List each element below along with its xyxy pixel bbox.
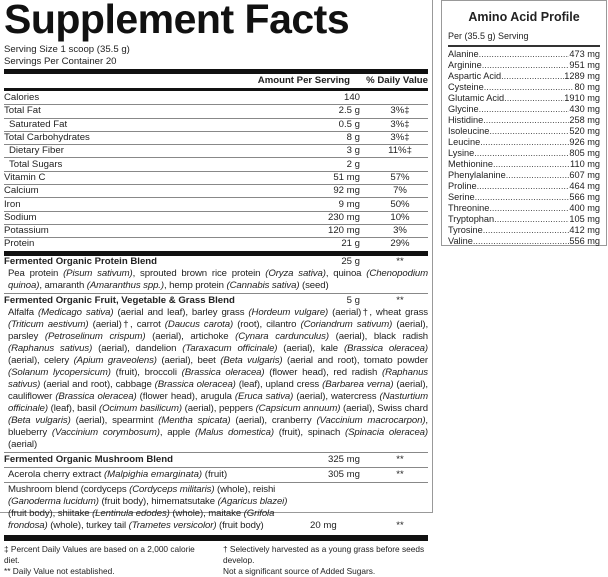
nutrient-amount: 0.5 g xyxy=(338,118,360,130)
nutrient-row xyxy=(4,131,428,144)
dot-leader xyxy=(504,93,564,104)
latin-name: (Chenopodium quinoa) xyxy=(8,267,428,291)
dot-leader xyxy=(482,60,570,71)
nutrient-dv: 10% xyxy=(390,211,410,223)
nutrient-row xyxy=(4,104,428,117)
latin-name: (Beta vulgaris) xyxy=(8,414,71,426)
amino-name: Serine xyxy=(448,192,475,202)
latin-name: (Capsicum annuum) xyxy=(255,402,341,414)
latin-name: (Ganoderma lucidum) xyxy=(8,495,99,507)
nutrient-amount: 9 mg xyxy=(338,198,360,210)
nutrient-name: Dietary Fiber xyxy=(9,145,64,157)
amino-row xyxy=(448,137,600,148)
amino-name: Phenylalanine xyxy=(448,170,506,180)
latin-name: (Ocimum basilicum) xyxy=(98,402,183,414)
latin-name: (Cannabis sativa) xyxy=(226,279,300,291)
servings-per-container: Servings Per Container 20 xyxy=(4,55,117,67)
latin-name: (Trametes versicolor) xyxy=(128,519,217,531)
amino-name: Methionine xyxy=(448,159,493,169)
nutrient-name: Calories xyxy=(4,91,40,103)
nutrient-name: Potassium xyxy=(4,225,49,237)
amino-row xyxy=(448,148,600,159)
amino-value: 80 mg xyxy=(574,82,600,92)
nutrient-row xyxy=(4,237,428,250)
blend-amount: 5 g xyxy=(346,294,360,306)
ingredient-text: Alfalfa xyxy=(8,306,38,318)
amount-header: Amount Per Serving xyxy=(257,75,350,86)
ingredient-text: (aerial), dandelion xyxy=(92,342,183,354)
latin-name: (Malus domestica) xyxy=(195,426,274,438)
ingredient-text: (whole), turkey tail xyxy=(47,519,129,531)
nutrient-row xyxy=(4,171,428,184)
ingredient-text: , amaranth xyxy=(39,279,87,291)
blend-name xyxy=(4,454,280,466)
amino-row xyxy=(448,71,600,82)
latin-name: (Petroselinum crispum) xyxy=(44,330,146,342)
dot-leader xyxy=(506,170,570,181)
footnote: ‡ Percent Daily Values are based on a 2,000 calorie diet. xyxy=(4,543,195,565)
dot-leader xyxy=(473,236,569,247)
dot-leader xyxy=(489,126,569,137)
amino-value: 430 mg xyxy=(569,104,600,114)
panel-title: Supplement Facts xyxy=(4,0,350,42)
amino-row xyxy=(448,159,600,170)
nutrient-dv: 3% xyxy=(393,225,407,237)
nutrient-name: Protein xyxy=(4,238,35,250)
nutrient-dv: 7% xyxy=(393,185,407,197)
amino-name: Histidine xyxy=(448,115,484,125)
nutrient-name: Vitamin C xyxy=(4,171,46,183)
dot-leader xyxy=(494,214,569,225)
ingredient-text: (fruit body), shiitake xyxy=(8,507,93,519)
dot-leader xyxy=(479,104,570,115)
nutrient-amount: 92 mg xyxy=(333,185,360,197)
nutrient-name: Total Carbohydrates xyxy=(4,132,90,144)
ingredient-text: (aerial), cranberry xyxy=(230,414,317,426)
dot-leader xyxy=(501,71,564,82)
ingredient-text: (seed) xyxy=(299,279,329,291)
amino-value: 464 mg xyxy=(569,181,600,191)
nutrient-amount: 3 g xyxy=(346,145,360,157)
ingredient-text: , sprouted brown rice protein xyxy=(132,267,266,279)
amino-value: 258 mg xyxy=(569,115,600,125)
amino-value: 110 mg xyxy=(570,159,600,169)
blend-amount: 20 mg xyxy=(310,519,337,531)
dot-leader xyxy=(489,203,569,214)
ingredient-text: (leaf), basil xyxy=(47,402,99,414)
blend-name-text: Acerola cherry extract xyxy=(8,468,102,480)
amino-row xyxy=(448,60,600,71)
nutrient-amount: 21 g xyxy=(341,238,360,250)
ingredient-text: (aerial), kale xyxy=(277,342,344,354)
amino-value: 556 mg xyxy=(569,236,600,246)
serving-size: Serving Size 1 scoop (35.5 g) xyxy=(4,44,130,55)
ingredient-text: (aerial), cauliflower xyxy=(8,378,429,402)
nutrient-dv: 3%‡ xyxy=(390,132,410,144)
ingredient-text: (leaf), upland cress xyxy=(235,378,323,390)
ingredient-text: , blueberry xyxy=(8,414,428,438)
nutrient-name: Total Sugars xyxy=(9,158,63,170)
latin-name: (Mentha spicata) xyxy=(158,414,231,426)
blend-description xyxy=(4,484,302,532)
nutrient-name: Total Fat xyxy=(4,105,41,117)
amino-name: Tryptophan xyxy=(448,214,495,224)
blend-amount: 305 mg xyxy=(328,468,360,480)
latin-name: (Taraxacum officinale) xyxy=(182,342,278,354)
blend-description xyxy=(4,268,428,292)
amino-row xyxy=(448,82,600,93)
amino-name: Arginine xyxy=(448,60,482,70)
amino-name: Isoleucine xyxy=(448,126,490,136)
latin-name: (Cordyceps militaris) xyxy=(129,483,215,495)
amino-name: Proline xyxy=(448,181,477,191)
ingredient-text: (aerial and leaf), barley grass xyxy=(113,306,249,318)
blend-dv: ** xyxy=(396,519,404,531)
ingredient-text: (aerial and root), tomato powder xyxy=(282,354,428,366)
blend-amount: 25 g xyxy=(341,255,360,267)
amino-row xyxy=(448,192,600,203)
nutrient-amount: 120 mg xyxy=(328,225,360,237)
blend-header xyxy=(4,484,428,532)
amino-name: Threonine xyxy=(448,203,490,213)
latin-name: (Brassica oleracea) xyxy=(181,366,265,378)
ingredient-text: (fruit), broccoli xyxy=(110,366,182,378)
amino-value: 473 mg xyxy=(569,49,600,59)
dot-leader xyxy=(493,159,570,170)
blend-dv: ** xyxy=(396,255,404,267)
blend-item xyxy=(4,255,428,293)
footnote: Not a significant source of Added Sugars. xyxy=(223,565,376,576)
amino-value: 1910 mg xyxy=(564,93,600,103)
dv-header: % Daily Value xyxy=(366,75,428,86)
nutrient-table xyxy=(4,91,428,251)
ingredient-text: (aerial), celery xyxy=(8,354,74,366)
latin-name: (Eruca sativa) xyxy=(234,390,294,402)
dot-leader xyxy=(483,225,570,236)
amino-name: Glycine xyxy=(448,104,479,114)
blend-name xyxy=(4,484,310,532)
latin-name: (Medicago sativa) xyxy=(37,306,114,318)
ingredient-text: , apple xyxy=(159,426,196,438)
amino-value: 607 mg xyxy=(569,170,600,180)
ingredient-text: (flower head), arugula xyxy=(136,390,235,402)
amino-row xyxy=(448,49,600,60)
nutrient-name: Iron xyxy=(4,198,21,210)
latin-name: (Raphanus sativus) xyxy=(8,366,429,390)
latin-name: (Grifola frondosa) xyxy=(8,507,275,531)
ingredient-text: (root), cilantro xyxy=(233,318,301,330)
footnote: ** Daily Value not established. xyxy=(4,565,115,576)
ingredient-text: (aerial), parsley xyxy=(8,318,429,342)
amino-row xyxy=(448,170,600,181)
latin-name: (Apium graveolens) xyxy=(73,354,157,366)
amino-list xyxy=(448,49,600,247)
latin-name: (Brassica oleracea) xyxy=(154,378,236,390)
amino-acid-profile xyxy=(441,0,607,246)
blend-item xyxy=(4,293,428,452)
amino-row xyxy=(448,225,600,236)
nutrient-dv: 50% xyxy=(390,198,410,210)
latin-name: (Hordeum vulgare) xyxy=(248,306,329,318)
latin-name: (Raphanus sativus) xyxy=(8,342,93,354)
nutrient-dv: 57% xyxy=(390,171,410,183)
blend-name xyxy=(4,256,280,268)
latin-name: (Amaranthus spp.) xyxy=(86,279,164,291)
ingredient-text: (aerial)†, carrot xyxy=(88,318,165,330)
amino-value: 400 mg xyxy=(569,203,600,213)
ingredient-text: Pea protein xyxy=(8,267,64,279)
amino-value: 412 mg xyxy=(569,225,600,235)
dot-leader xyxy=(474,148,569,159)
amino-value: 520 mg xyxy=(569,126,600,136)
ingredient-text: (aerial), beet xyxy=(156,354,221,366)
amino-row xyxy=(448,214,600,225)
ingredient-text: (aerial), black radish xyxy=(328,330,429,342)
nutrient-name: Calcium xyxy=(4,185,39,197)
latin-name: (Daucus carota) xyxy=(164,318,234,330)
blend-description xyxy=(4,307,428,451)
latin-name: (Nasturtium officinale) xyxy=(8,390,428,414)
ingredient-text: (aerial and root), cabbage xyxy=(40,378,155,390)
amino-value: 105 mg xyxy=(569,214,600,224)
ingredient-text: (aerial), artichoke xyxy=(145,330,236,342)
latin-name: (Vaccinium corymbosum) xyxy=(51,426,160,438)
latin-name: (Oryza sativa) xyxy=(265,267,326,279)
blend-item xyxy=(4,482,428,533)
amino-row xyxy=(448,203,600,214)
dot-leader xyxy=(477,181,570,192)
amino-name: Cysteine xyxy=(448,82,484,92)
blend-name-text: Fermented Organic Fruit, Vegetable & Grass Blend xyxy=(4,294,235,306)
latin-name: (Solanum lycopersicum) xyxy=(8,366,111,378)
amino-name: Valine xyxy=(448,236,473,246)
blend-dv: ** xyxy=(396,453,404,465)
latin-name: (Malpighia emarginata) xyxy=(103,468,203,480)
nutrient-amount: 2 g xyxy=(346,158,360,170)
amino-row xyxy=(448,236,600,247)
blend-name-text: Fermented Organic Protein Blend xyxy=(4,255,157,267)
latin-name: (Spinacia oleracea) xyxy=(345,426,429,438)
nutrient-dv: 29% xyxy=(390,238,410,250)
ingredient-text: (flower head), red radish xyxy=(264,366,382,378)
amino-value: 805 mg xyxy=(569,148,600,158)
amino-row xyxy=(448,104,600,115)
blend-header xyxy=(4,295,428,307)
ingredient-text: (aerial)†, wheat grass xyxy=(328,306,429,318)
blend-dv: ** xyxy=(396,294,404,306)
amino-row xyxy=(448,126,600,137)
ingredient-text: (aerial), watercress xyxy=(293,390,380,402)
blend-name xyxy=(4,469,280,481)
nutrient-row xyxy=(4,224,428,237)
ingredient-text: (fruit body) xyxy=(216,519,264,531)
dot-leader xyxy=(483,115,569,126)
column-header xyxy=(4,74,428,88)
amino-per-serving: Per (35.5 g) Serving xyxy=(448,30,600,47)
blend-name-text: Fermented Organic Mushroom Blend xyxy=(4,453,173,465)
latin-name: (Barbarea verna) xyxy=(322,378,394,390)
footnote: † Selectively harvested as a young grass before seeds develop. xyxy=(223,543,425,565)
nutrient-amount: 51 mg xyxy=(333,171,360,183)
nutrient-dv: 3%‡ xyxy=(390,105,410,117)
nutrient-row xyxy=(4,144,428,157)
latin-name: (Cynara cardunculus) xyxy=(235,330,329,342)
nutrient-dv: 3%‡ xyxy=(390,118,410,130)
amino-name: Tyrosine xyxy=(448,225,483,235)
latin-name: (Coriandrum sativum) xyxy=(300,318,393,330)
amino-value: 566 mg xyxy=(569,192,600,202)
nutrient-amount: 230 mg xyxy=(328,211,360,223)
latin-name: (Beta vulgaris) xyxy=(220,354,283,366)
nutrient-row xyxy=(4,91,428,104)
ingredient-text: (aerial) xyxy=(8,438,38,450)
nutrient-row xyxy=(4,197,428,210)
amino-name: Alanine xyxy=(448,49,479,59)
latin-name: (Vaccinium macrocarpon) xyxy=(316,414,426,426)
dot-leader xyxy=(479,49,570,60)
latin-name: (Agaricus blazei) xyxy=(217,495,288,507)
blend-item xyxy=(4,467,428,482)
blend-name xyxy=(4,295,280,307)
amino-value: 926 mg xyxy=(569,137,600,147)
ingredient-text: (aerial), peppers xyxy=(182,402,256,414)
latin-name: (Pisum sativum) xyxy=(63,267,133,279)
blend-header xyxy=(4,256,428,268)
amino-name: Aspartic Acid xyxy=(448,71,502,81)
ingredient-text: (aerial), Swiss chard xyxy=(340,402,428,414)
ingredient-text: (fruit), spinach xyxy=(273,426,345,438)
blend-dv: ** xyxy=(396,468,404,480)
blend-list xyxy=(4,255,428,533)
nutrient-name: Sodium xyxy=(4,211,37,223)
amino-name: Lysine xyxy=(448,148,475,158)
nutrient-row xyxy=(4,118,428,131)
amino-title: Amino Acid Profile xyxy=(468,10,580,24)
dot-leader xyxy=(480,137,569,148)
footnotes xyxy=(4,541,428,577)
ingredient-text: (fruit body), himematsutake xyxy=(98,495,218,507)
blend-part: (fruit) xyxy=(204,468,228,480)
latin-name: (Lentinula edodes) xyxy=(92,507,170,519)
amino-value: 951 mg xyxy=(569,60,600,70)
amino-name: Leucine xyxy=(448,137,481,147)
latin-name: (Brassica oleracea) xyxy=(343,342,429,354)
blend-header xyxy=(4,469,428,481)
nutrient-amount: 140 xyxy=(343,91,360,103)
ingredient-text: (whole), reishi xyxy=(214,483,276,495)
latin-name: (Brassica oleracea) xyxy=(55,390,137,402)
nutrient-row xyxy=(4,157,428,170)
ingredient-text: Mushroom blend (cordyceps xyxy=(8,483,130,495)
nutrient-row xyxy=(4,211,428,224)
blend-header xyxy=(4,454,428,466)
nutrient-dv: 11%‡ xyxy=(388,145,412,157)
nutrient-amount: 8 g xyxy=(346,132,360,144)
latin-name: (Triticum aestivum) xyxy=(8,318,89,330)
nutrient-amount: 2.5 g xyxy=(338,105,360,117)
amino-row xyxy=(448,115,600,126)
dot-leader xyxy=(484,82,575,93)
ingredient-text: , hemp protein xyxy=(163,279,227,291)
blend-item xyxy=(4,452,428,467)
nutrient-name: Saturated Fat xyxy=(9,118,68,130)
amino-value: 1289 mg xyxy=(564,71,600,81)
dot-leader xyxy=(475,192,570,203)
amino-row xyxy=(448,181,600,192)
amino-row xyxy=(448,93,600,104)
amino-name: Glutamic Acid xyxy=(448,93,505,103)
ingredient-text: (aerial), spearmint xyxy=(70,414,159,426)
ingredient-text: , quinoa xyxy=(325,267,367,279)
blend-amount: 325 mg xyxy=(328,453,360,465)
ingredient-text: (whole), maitake xyxy=(169,507,244,519)
nutrient-row xyxy=(4,184,428,197)
